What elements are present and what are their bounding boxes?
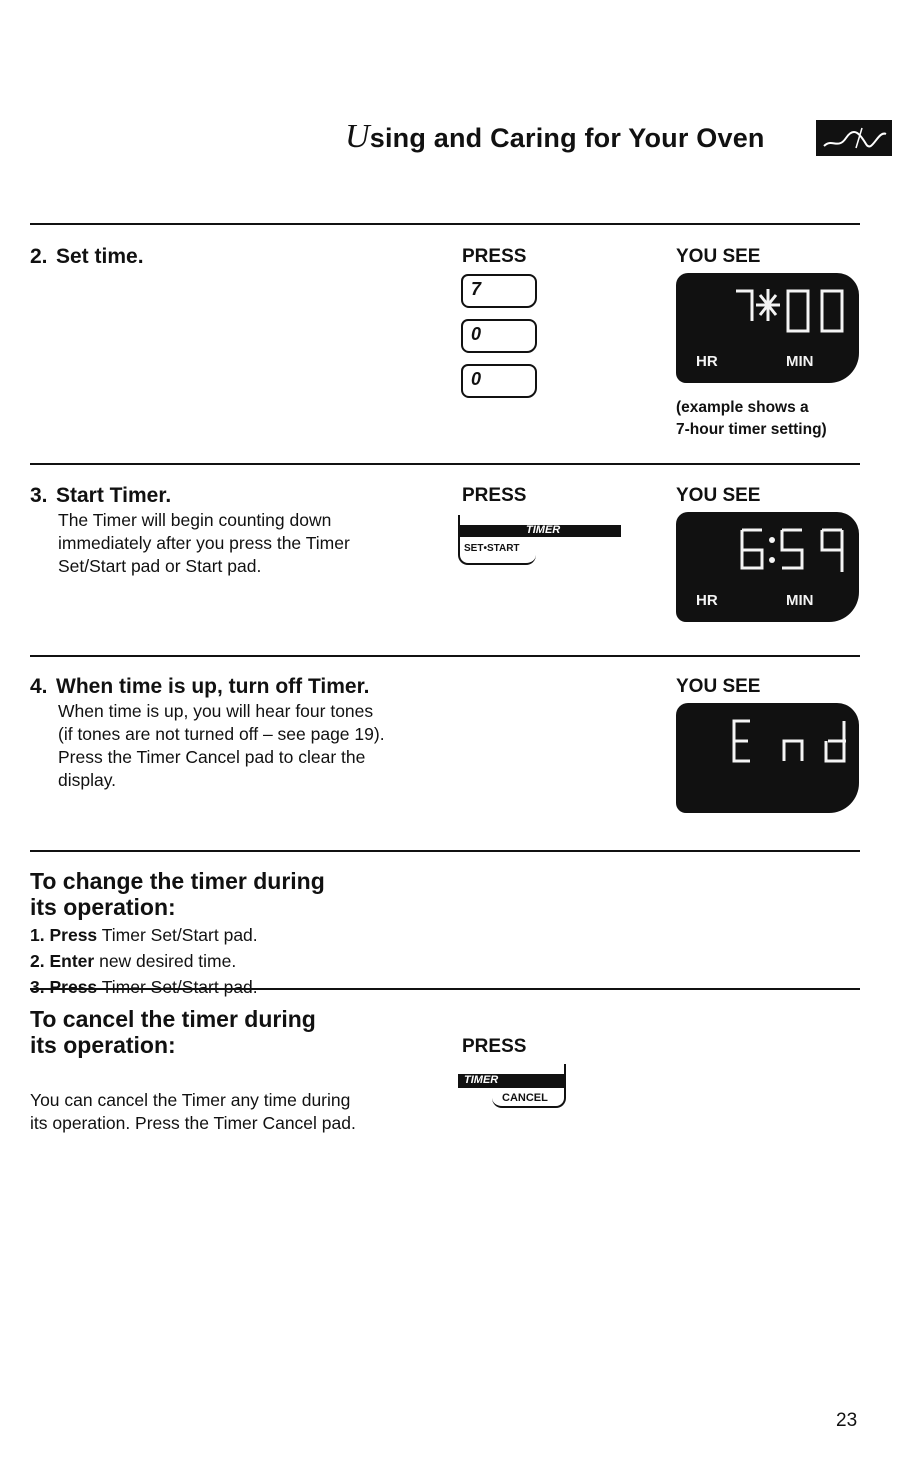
header-title-text: sing and Caring for Your Oven xyxy=(369,123,765,153)
text-line: (if tones are not turned off – see page 19). xyxy=(58,724,385,744)
step-3-description xyxy=(58,509,438,578)
you-see-label: YOU SEE xyxy=(676,246,761,267)
list-item xyxy=(30,948,258,974)
change-timer-heading xyxy=(30,868,390,920)
colon-separator xyxy=(769,537,775,563)
display-panel-end xyxy=(676,703,859,813)
set-start-label: SET•START xyxy=(464,543,520,554)
you-see-label: YOU SEE xyxy=(676,676,761,697)
timer-cancel-pad[interactable] xyxy=(458,1064,570,1114)
list-number: 1. xyxy=(30,925,45,945)
section-divider xyxy=(30,655,860,657)
section-divider xyxy=(30,850,860,852)
press-label: PRESS xyxy=(462,1036,527,1057)
list-text: new desired time. xyxy=(94,951,237,971)
cancel-label: CANCEL xyxy=(502,1092,548,1104)
number-pad-7[interactable] xyxy=(461,274,537,308)
step-4-description xyxy=(58,700,438,792)
heading-line: To change the timer during xyxy=(30,868,325,894)
pad-digit: 7 xyxy=(471,279,482,299)
text-line: Set/Start pad or Start pad. xyxy=(58,556,262,576)
list-text: Timer Set/Start pad. xyxy=(97,977,258,997)
step-title-text: Set time. xyxy=(56,245,144,268)
min-label: MIN xyxy=(786,353,814,370)
timer-bar-label: TIMER xyxy=(526,524,561,536)
blinking-digit-indicator xyxy=(756,289,780,321)
step-number: 2. xyxy=(30,245,48,268)
text-line: When time is up, you will hear four tones xyxy=(58,701,374,721)
timer-bar-label: TIMER xyxy=(464,1074,499,1086)
step-title-text: When time is up, turn off Timer. xyxy=(56,675,370,698)
list-item xyxy=(30,922,258,948)
step-number: 3. xyxy=(30,484,48,507)
step-2-title xyxy=(30,245,144,269)
heading-line: To cancel the timer during xyxy=(30,1006,316,1032)
hr-label: HR xyxy=(696,592,718,609)
step-title-text: Start Timer. xyxy=(56,484,172,507)
list-item xyxy=(30,974,258,1000)
seven-segment-readout xyxy=(676,512,859,602)
pad-digit: 0 xyxy=(471,369,482,389)
list-text: Timer Set/Start pad. xyxy=(97,925,258,945)
seven-segment-readout xyxy=(676,273,859,363)
heading-line: its operation: xyxy=(30,1032,176,1058)
text-line: immediately after you press the Timer xyxy=(58,533,350,553)
hr-label: HR xyxy=(696,353,718,370)
display-panel-countdown xyxy=(676,512,859,622)
section-divider xyxy=(30,223,860,225)
page-header-title xyxy=(345,118,765,156)
list-verb: Press xyxy=(49,925,98,945)
press-label: PRESS xyxy=(462,485,527,506)
min-label: MIN xyxy=(786,592,814,609)
timer-set-start-pad[interactable] xyxy=(458,513,623,569)
seven-segment-end-readout xyxy=(676,703,859,793)
text-line: Press the Timer Cancel pad to clear the xyxy=(58,747,366,767)
text-line: You can cancel the Timer any time during xyxy=(30,1090,351,1110)
list-number: 3. xyxy=(30,977,45,997)
number-pad-0[interactable] xyxy=(461,364,537,398)
text-line: its operation. Press the Timer Cancel pad. xyxy=(30,1113,356,1133)
example-caption-line-1: (example shows a xyxy=(676,399,809,416)
press-label: PRESS xyxy=(462,246,527,267)
number-pad-0[interactable] xyxy=(461,319,537,353)
page-number: 23 xyxy=(836,1410,858,1431)
pad-outline xyxy=(458,515,536,565)
step-4-title xyxy=(30,675,369,699)
step-3-title xyxy=(30,484,171,508)
step-number: 4. xyxy=(30,675,48,698)
logo-script-mark xyxy=(816,120,892,156)
list-verb: Press xyxy=(49,977,98,997)
list-verb: Enter xyxy=(49,951,95,971)
example-caption-line-2: 7-hour timer setting) xyxy=(676,421,827,438)
heading-line: its operation: xyxy=(30,894,176,920)
display-panel-set-time xyxy=(676,273,859,383)
brand-logo xyxy=(816,120,892,156)
pad-digit: 0 xyxy=(471,324,482,344)
you-see-label: YOU SEE xyxy=(676,485,761,506)
section-divider xyxy=(30,988,860,990)
list-number: 2. xyxy=(30,951,45,971)
text-line: The Timer will begin counting down xyxy=(58,510,332,530)
header-initial: U xyxy=(345,118,370,155)
cancel-timer-description xyxy=(30,1089,450,1135)
text-line: display. xyxy=(58,770,117,790)
cancel-timer-heading xyxy=(30,1006,390,1058)
section-divider xyxy=(30,463,860,465)
